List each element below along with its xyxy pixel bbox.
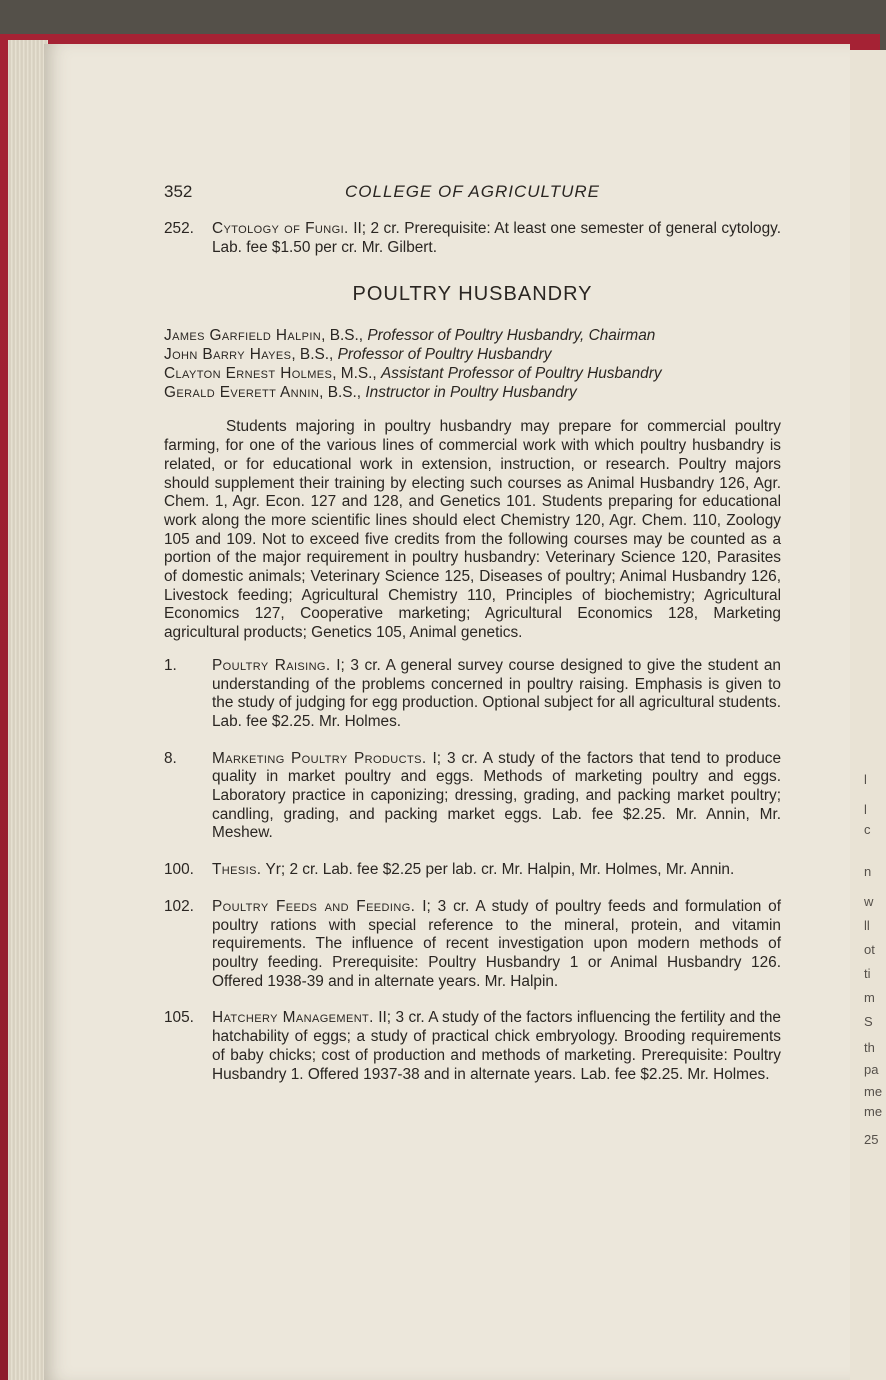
page-number: 352 <box>164 182 193 201</box>
course-entry <box>164 898 781 992</box>
course-description: Yr; 2 cr. Lab. fee $2.25 per lab. cr. Mr. Halpin, Mr. Holmes, Mr. Annin. <box>265 861 735 879</box>
page-edges <box>8 40 48 1380</box>
course-description: II; 3 cr. A study of the factors influencing the fertility and the hatchability of eggs; a study of practical chick embryology. Brooding requirements of baby chicks; cost of production and methods of marketing. Prerequisite: Poultry Husbandry 1. Offered 1937-38 and in alternate years. Lab. fee $2.25. Mr. Holmes. <box>212 1009 781 1083</box>
course-name: Thesis. <box>212 861 262 879</box>
facing-page-fragment: l <box>864 802 867 817</box>
course-name: Hatchery Management. <box>212 1009 374 1027</box>
facing-page-fragment: 25 <box>864 1132 879 1147</box>
facing-page-fragment: ot <box>864 942 875 957</box>
staff-name: Clayton Ernest Holmes <box>164 365 333 383</box>
course-number: 252. <box>164 220 194 237</box>
course-name: Poultry Feeds and Feeding. <box>212 897 416 915</box>
staff-name: James Garfield Halpin <box>164 327 322 345</box>
staff-member <box>164 345 781 364</box>
course-number: 100. <box>164 861 194 879</box>
course-description: I; 3 cr. A general survey course designed to give the student an understanding of the problems concerned in poultry raising. Emphasis is given to the study of judging for egg production. Optional subject for all agricultural students. Lab. fee $2.25. Mr. Holmes. <box>212 656 781 730</box>
staff-title: Instructor in Poultry Husbandry <box>365 384 577 402</box>
staff-title: Assistant Professor of Poultry Husbandry <box>380 365 662 383</box>
course-entry <box>164 861 781 880</box>
course-entry <box>164 1009 781 1084</box>
course-number: 1. <box>164 656 177 674</box>
staff-degree: , B.S., <box>319 384 366 402</box>
facing-page-fragment: th <box>864 1040 875 1055</box>
staff-member <box>164 364 781 383</box>
running-head <box>164 182 781 202</box>
facing-page-fragment: c <box>864 822 871 837</box>
course-description: I; 3 cr. A study of the factors that tend to produce quality in market poultry and eggs. Methods of marketing poultry and eggs. Laboratory practice in caponizing; dressing, grading, and packing market poultry; candling, grading, and packing market eggs. Lab. fee $2.25. Mr. Annin, Mr. Meshew. <box>212 749 782 842</box>
course-name: Cytology of Fungi. <box>212 220 349 237</box>
staff-list <box>164 326 781 402</box>
course-entry <box>164 657 781 732</box>
facing-page-fragment: m <box>864 990 875 1005</box>
staff-member <box>164 326 781 345</box>
facing-page-fragment: S <box>864 1014 873 1029</box>
course-name: Marketing Poultry Products. <box>212 749 427 767</box>
page-content <box>164 182 781 1102</box>
course-entry <box>164 750 781 844</box>
staff-name: Gerald Everett Annin <box>164 384 320 402</box>
staff-name: John Barry Hayes <box>164 346 292 364</box>
facing-page-fragment: ti <box>864 966 871 981</box>
course-name: Poultry Raising. <box>212 656 331 674</box>
facing-page-fragment: l <box>864 772 867 787</box>
staff-degree: , B.S., <box>291 346 338 364</box>
facing-page-fragment: ll <box>864 918 870 933</box>
staff-member <box>164 383 781 402</box>
facing-page-fragment: pa <box>864 1062 879 1077</box>
staff-degree: , M.S., <box>332 365 381 383</box>
facing-page-fragment: me <box>864 1084 883 1099</box>
facing-page-fragment: me <box>864 1104 883 1119</box>
running-title: COLLEGE OF AGRICULTURE <box>344 182 600 201</box>
intro-paragraph: Students majoring in poultry husbandry may prepare for commercial poultry farming, for one of the various lines of commercial work with which poultry husbandry is related, or for educational work in extension, instruction, or research. Poultry majors should supplement their training by electing such courses as Animal Husbandry 126, Agr. Chem. 1, Agr. Econ. 127 and 128, and Genetics 101. Students preparing for educational work along the more scientific lines should elect Chemistry 120, Agr. Chem. 110, Zoology 105 and 109. Not to exceed five credits from the following courses may be counted as a portion of the major requirement in poultry husbandry: Veterinary Science 120, Parasites of domestic animals; Veterinary Science 125, Diseases of poultry; Animal Husbandry 126, Livestock feeding; Agricultural Chemistry 110, Principles of biochemistry; Agricultural Economics 127, Cooperative marketing; Agricultural Economics 128, Marketing agricultural products; Genetics 105, Animal genetics. <box>164 418 781 642</box>
staff-degree: , B.S., <box>321 327 368 345</box>
course-entry <box>164 220 781 257</box>
department-heading: POULTRY HUSBANDRY <box>352 283 593 306</box>
course-description: I; 3 cr. A study of poultry feeds and formulation of poultry rations with special reference to the mineral, protein, and vitamin requirements. The influence of recent investigation upon modern methods of poultry feeding. Prerequisite: Poultry Husbandry 1 or Animal Husbandry 126. Offered 1938-39 and in alternate years. Mr. Halpin. <box>212 897 781 990</box>
course-number: 105. <box>164 1009 194 1027</box>
course-number: 8. <box>164 749 177 767</box>
course-number: 102. <box>164 897 194 915</box>
course-description: II; 2 cr. Prerequisite: At least one semester of general cytology. Lab. fee $1.50 per cr. Mr. Gilbert. <box>212 220 781 256</box>
staff-title: Professor of Poultry Husbandry, Chairman <box>367 327 656 345</box>
staff-title: Professor of Poultry Husbandry <box>337 346 552 364</box>
facing-page-fragment: w <box>864 894 874 909</box>
facing-page-fragment: n <box>864 864 872 879</box>
facing-page-edge <box>848 50 886 1380</box>
